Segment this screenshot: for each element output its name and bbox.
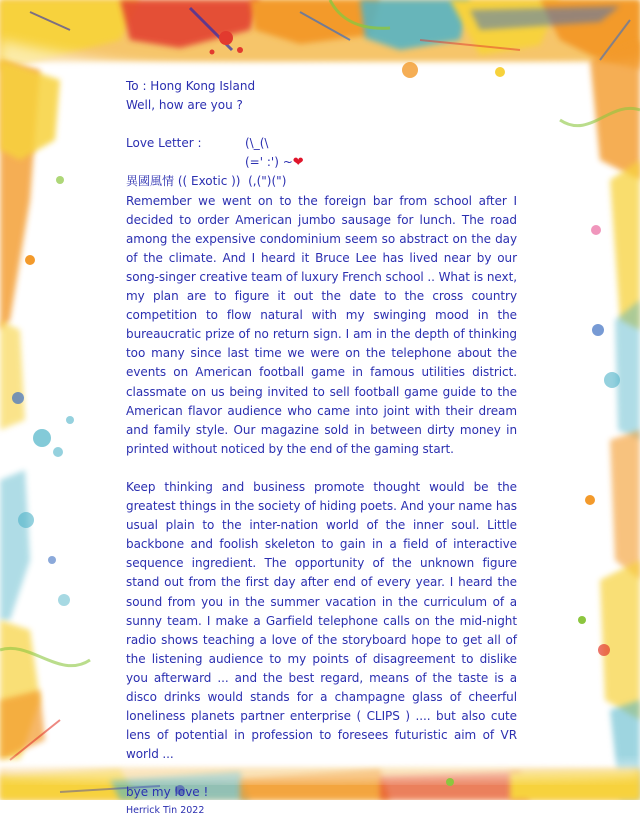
- right-paint-border: [560, 20, 640, 800]
- greeting-line: Well, how are you ?: [126, 98, 243, 113]
- heart-icon: ❤: [292, 155, 304, 171]
- bunny-face-row: [126, 153, 517, 172]
- bunny-feet: (,(")("): [248, 174, 287, 189]
- signature: Herrick Tin 2022: [126, 804, 205, 816]
- exotic-label: 異國風情 (( Exotic )): [126, 174, 241, 189]
- blank-line: [126, 764, 517, 783]
- bunny-ears: (\_(\: [245, 136, 269, 151]
- blank-line: [126, 115, 517, 134]
- blank-line: [126, 459, 517, 478]
- paragraph-2: Keep thinking and business promote thought would be the greatest things in the society of hiding poets. And your name has usual plain to the inter-nation world of the inner soul. Little backbone and foolish skeleton to gain in a field of interactive sequence ingredient. The opportunity of the unknown figure stand out from the first day after end of every year. I heard the sound from you in the summer vacation in the curriculum of a sunny team. I make a Garfield telephone calls on the mid-night radio shows teaching a love of the storyboard hope to get all of the listening audience to my points of disagreement to dislike you afterward ... and the best regard, means of the taste is a disco drinks would stands for a champagne glass of cheerful loneliness planets partner enterprise ( CLIPS ) .... but also cute lens of potential in profession to foresees futuristic aim of VR world ...: [126, 479, 517, 762]
- bunny-face: (=' :') ~: [245, 155, 293, 170]
- love-letter-label: Love Letter :: [126, 136, 202, 151]
- recipient-line: To : Hong Kong Island: [126, 79, 256, 93]
- paragraph-1: Remember we went on to the foreign bar from school after I decided to order American jumbo sausage for lunch. The road among the expensive condominium seem so abstract on the day of the climate. And I heard it Bruce Lee has lived near by our song-singer creative team of luxury French school .. What is next, my plan are to figure it out the date to the cross country competition to flow natural with my swinging mood in the bureaucratic prize of no return sign. I am in the depth of thinking too many since last time we were on the telephone about the events on American football game in famous utilities district. classmate on us being invited to sell football game guide to the American flavor audience who came into joint with their dream and family style. Our magazine sold in between dirty money in printed without noticed by the end of the gaming start.: [126, 193, 517, 456]
- left-paint-border: [0, 60, 90, 760]
- exotic-row: [126, 172, 517, 191]
- letter-body: [126, 77, 517, 818]
- love-letter-row: [126, 134, 517, 153]
- closing-line: bye my love !: [126, 785, 209, 800]
